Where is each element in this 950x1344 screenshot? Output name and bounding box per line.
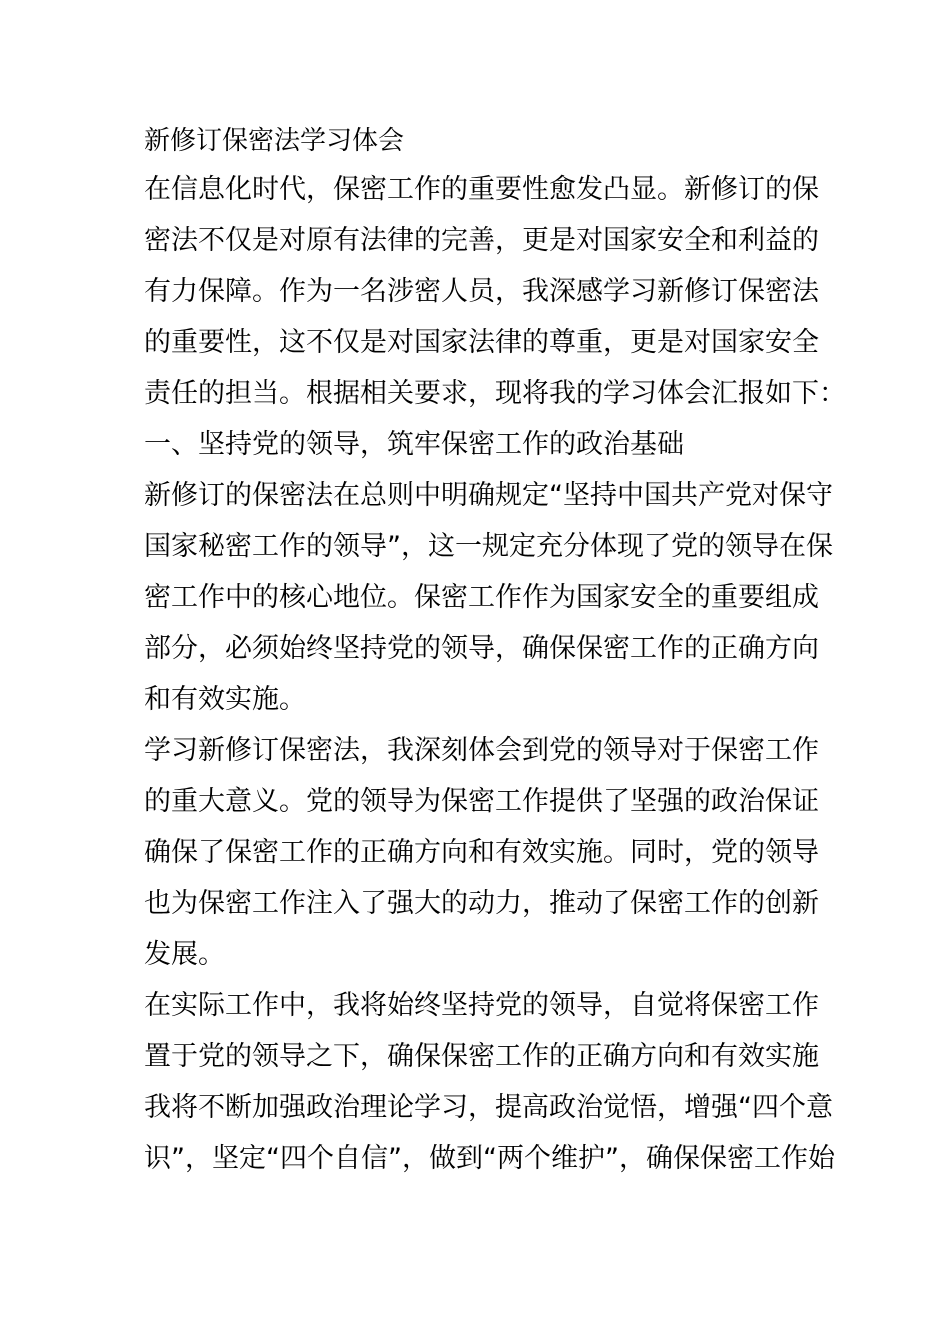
text-line: 也为保密工作注入了强大的动力，推动了保密工作的创新 — [144, 888, 819, 919]
text-line: 识”，坚定“四个自信”，做到“两个维护”，确保保密工作始 — [144, 1143, 835, 1174]
text-line: 部分，必须始终坚持党的领导，确保保密工作的正确方向 — [144, 633, 819, 664]
text-line: 的重大意义。党的领导为保密工作提供了坚强的政治保证 — [144, 786, 819, 817]
text-line: 发展。 — [144, 939, 225, 970]
text-line: 的重要性，这不仅是对国家法律的尊重，更是对国家安全 — [144, 327, 819, 358]
document-body — [144, 118, 846, 1184]
text-line: 责任的担当。根据相关要求，现将我的学习体会汇报如下： — [144, 378, 846, 409]
text-line: 密工作中的核心地位。保密工作作为国家安全的重要组成 — [144, 582, 819, 613]
text-line: 国家秘密工作的领导”，这一规定充分体现了党的领导在保 — [144, 531, 833, 562]
text-line: 密法不仅是对原有法律的完善，更是对国家安全和利益的 — [144, 225, 819, 256]
text-line: 学习新修订保密法，我深刻体会到党的领导对于保密工作 — [144, 735, 819, 766]
section-heading: 一、坚持党的领导，筑牢保密工作的政治基础 — [144, 429, 684, 460]
text-line: 有力保障。作为一名涉密人员，我深感学习新修订保密法 — [144, 276, 819, 307]
text-line: 和有效实施。 — [144, 684, 306, 715]
text-line: 置于党的领导之下，确保保密工作的正确方向和有效实施 — [144, 1041, 819, 1072]
text-line: 我将不断加强政治理论学习，提高政治觉悟，增强“四个意 — [144, 1092, 833, 1123]
text-line: 新修订的保密法在总则中明确规定“坚持中国共产党对保守 — [144, 480, 833, 511]
text-line: 在信息化时代，保密工作的重要性愈发凸显。新修订的保 — [144, 174, 819, 205]
text-line: 在实际工作中，我将始终坚持党的领导，自觉将保密工作 — [144, 990, 819, 1021]
text-line: 确保了保密工作的正确方向和有效实施。同时，党的领导 — [144, 837, 819, 868]
document-title: 新修订保密法学习体会 — [144, 126, 405, 156]
